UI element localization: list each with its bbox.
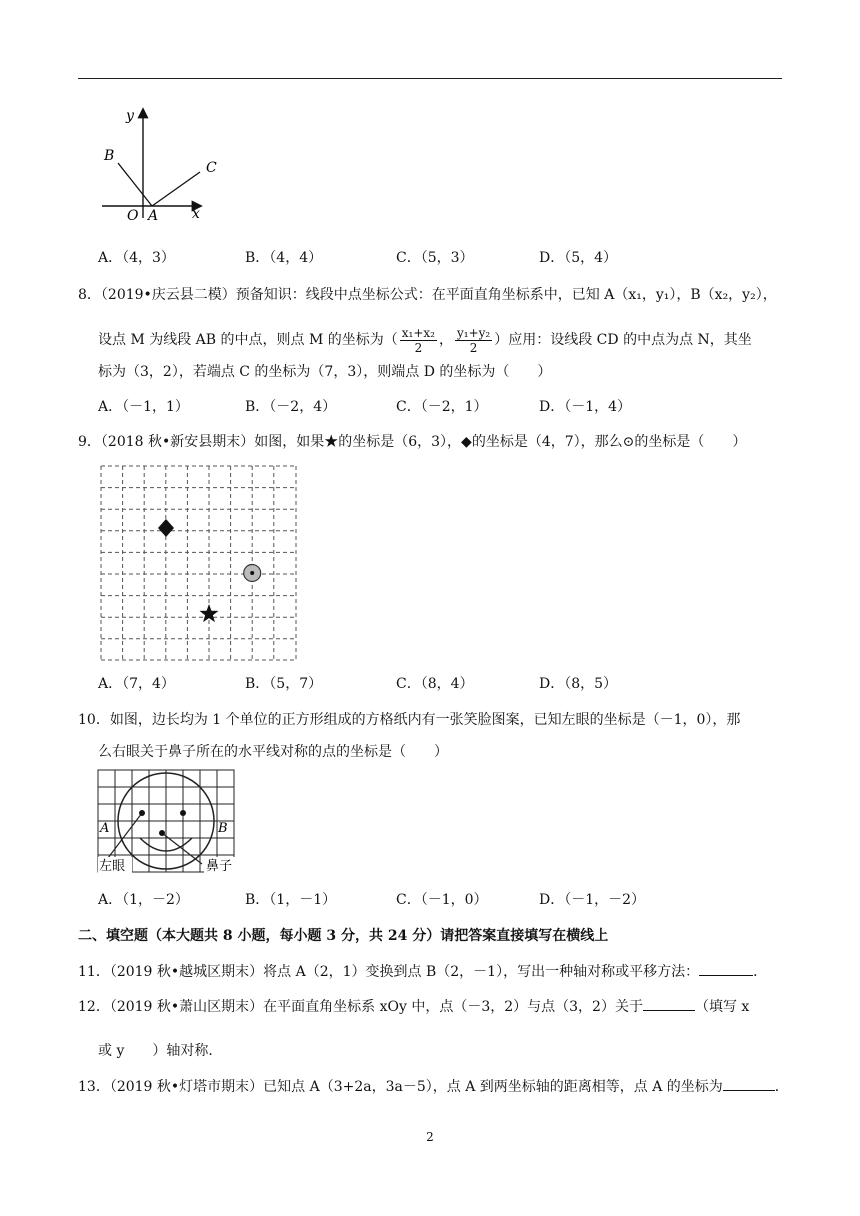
q7-label-c: C — [206, 160, 217, 176]
q10-option-d[interactable]: D．（－1，－2） — [539, 892, 646, 908]
q11-text: 11．（2019 秋•越城区期末）将点 A（2，1）变换到点 B（2，－1），写出一种轴对称或平移方法： — [78, 964, 700, 980]
q10-line-2: 么右眼关于鼻子所在的水平线对称的点的坐标是（ ） — [98, 744, 448, 760]
header-rule — [78, 78, 782, 79]
q10-option-c[interactable]: C．（－1，0） — [396, 892, 488, 908]
q9-option-c[interactable]: C．（8，4） — [396, 676, 474, 692]
q8-option-a[interactable]: A．（－1，1） — [98, 399, 189, 415]
q10-line-1: 10．如图，边长均为 1 个单位的正方形组成的方格纸内有一张笑脸图案，已知左眼的坐标是（－1，0），那 — [78, 712, 741, 728]
q8-fraction-y-numerator: y₁+y₂ — [457, 325, 491, 340]
q11-answer-blank[interactable] — [699, 961, 753, 976]
q7-segment-ba — [118, 163, 152, 206]
q8-option-c[interactable]: C．（－2，1） — [396, 399, 488, 415]
q8-line-2-before: 设点 M 为线段 AB 的中点，则点 M 的坐标为（ — [98, 332, 398, 348]
page-number: 2 — [426, 1130, 434, 1144]
right-eye-dot — [180, 810, 186, 816]
nose-label: 鼻子 — [206, 859, 233, 874]
q11-line — [78, 961, 782, 982]
q8-option-b[interactable]: B．（－2，4） — [245, 399, 337, 415]
q8-line-2 — [98, 322, 802, 358]
q9-line-1: 9．（2018 秋•新安县期末）如图，如果★的坐标是（6，3），◆的坐标是（4，7），那么⊙的坐标是（ ） — [78, 434, 747, 450]
q8-fraction-y — [455, 326, 492, 355]
section-2-heading: 二、填空题（本大题共 8 小题，每小题 3 分，共 24 分）请把答案直接填写在横线上 — [78, 928, 609, 944]
q7-option-a[interactable]: A．（4，3） — [98, 250, 175, 266]
q7-option-b[interactable]: B．（4，4） — [245, 250, 323, 266]
q8-fraction-y-denominator: 2 — [469, 340, 478, 355]
q7-label-y: y — [126, 108, 134, 124]
q10-label-b: B — [218, 821, 228, 836]
q8-line-2-after: ）应用：设线段 CD 的中点为点 N，其坐 — [494, 332, 752, 348]
q12-line-2: 或 y ）轴对称． — [98, 1043, 223, 1059]
q8-fraction-x — [400, 326, 437, 355]
q9-grid-figure — [100, 465, 300, 661]
q7-option-c[interactable]: C．（5，3） — [396, 250, 474, 266]
q7-option-d[interactable]: D．（5，4） — [539, 250, 618, 266]
q8-line-1: 8．（2019•庆云县二模）预备知识：线段中点坐标公式：在平面直角坐标系中，已知 A（x₁，y₁），B（x₂，y₂）， — [78, 287, 777, 303]
q9-option-b[interactable]: B．（5，7） — [245, 676, 323, 692]
q7-label-o: O — [127, 208, 139, 224]
q11-end: ． — [753, 964, 768, 980]
left-eye-dot — [139, 810, 145, 816]
q13-text: 13．（2019 秋•灯塔市期末）已知点 A（3+2a，3a－5），点 A 到两坐标轴的距离相等，点 A 的坐标为 — [78, 1079, 723, 1095]
q9-option-d[interactable]: D．（8，5） — [539, 676, 618, 692]
diamond-marker-icon — [158, 519, 174, 537]
q8-fraction-x-numerator: x₁+x₂ — [401, 325, 435, 340]
q7-segment-ac — [152, 172, 200, 206]
q13-answer-blank[interactable] — [723, 1076, 775, 1091]
left-eye-pointer — [108, 813, 142, 858]
q13-line — [78, 1076, 789, 1097]
q10-smiley-grid-figure — [96, 768, 242, 878]
q10-option-b[interactable]: B．（1，－1） — [245, 892, 337, 908]
q8-fraction-separator: ， — [439, 332, 453, 348]
q10-option-a[interactable]: A．（1，－2） — [98, 892, 189, 908]
q7-label-x: x — [192, 206, 200, 222]
circle-dot-center — [250, 571, 254, 575]
q8-fraction-x-denominator: 2 — [414, 340, 423, 355]
q7-label-a: A — [148, 208, 159, 224]
q7-label-b: B — [104, 148, 115, 164]
star-marker-icon — [200, 604, 219, 622]
nose-dot — [159, 830, 165, 836]
q12-answer-blank[interactable] — [643, 996, 695, 1011]
q8-option-d[interactable]: D．（－1，4） — [539, 399, 632, 415]
q8-line-3: 标为（3，2），若端点 C 的坐标为（7，3），则端点 D 的坐标为（ ） — [98, 364, 552, 380]
q13-end: ． — [774, 1079, 789, 1095]
left-eye-label: 左眼 — [99, 859, 126, 874]
q7-coordinate-figure — [90, 100, 220, 225]
q10-label-a: A — [100, 821, 110, 836]
q12-line-1 — [78, 996, 782, 1017]
q9-option-a[interactable]: A．（7，4） — [98, 676, 175, 692]
q12-after: （填写 x — [694, 999, 750, 1015]
q12-text: 12．（2019 秋•萧山区期末）在平面直角坐标系 xOy 中，点（－3，2）与点（3，2）关于 — [78, 999, 643, 1015]
